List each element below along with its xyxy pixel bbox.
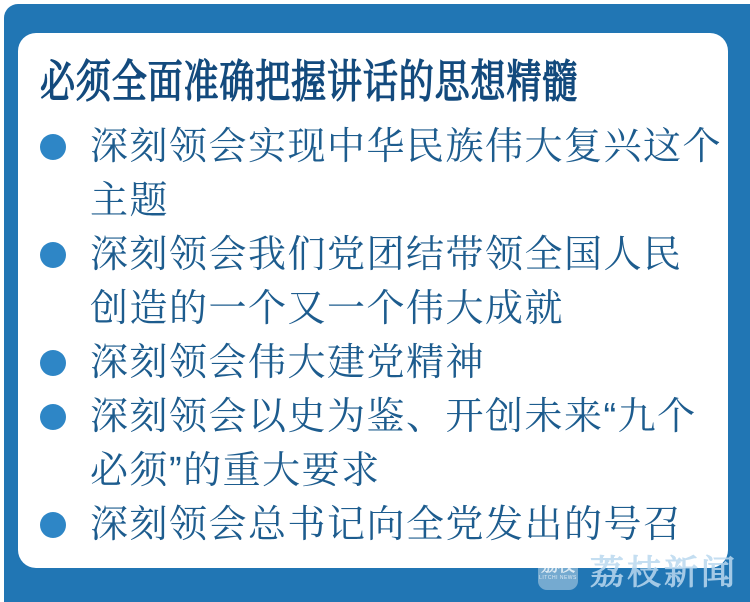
bullet-text: 主题 [90, 180, 170, 222]
bullet-dot-icon [40, 134, 66, 160]
bullet-dot-icon [40, 350, 66, 376]
bullet-dot-icon [40, 512, 66, 538]
bullet-item [40, 498, 728, 552]
bullet-list [40, 120, 728, 552]
bullet-item [40, 120, 728, 228]
bullet-text: 创造的一个又一个伟大成就 [90, 288, 565, 330]
bullet-text: 深刻领会实现中华民族伟大复兴这个 [90, 126, 723, 168]
content-card [18, 33, 728, 568]
bullet-text: 必须”的重大要求 [90, 450, 381, 492]
bullet-dot-icon [40, 404, 66, 430]
bullet-text: 深刻领会伟大建党精神 [90, 342, 486, 384]
litchi-logo-text: 荔枝 [541, 556, 575, 575]
bullet-text: 深刻领会以史为鉴、开创未来“九个 [90, 396, 697, 438]
card-title: 必须全面准确把握讲话的思想精髓 [40, 56, 579, 107]
bullet-text: 深刻领会我们党团结带领全国人民 [90, 234, 683, 276]
bullet-text: 深刻领会总书记向全党发出的号召 [90, 504, 683, 546]
bullet-dot-icon [40, 242, 66, 268]
bullet-item [40, 336, 728, 390]
litchi-logo-subtext: LITCHI NEWS [539, 575, 577, 581]
watermark-name: 荔枝新闻 [590, 554, 738, 592]
bullet-item [40, 390, 728, 498]
blue-frame [4, 4, 750, 602]
bullet-item [40, 228, 728, 336]
